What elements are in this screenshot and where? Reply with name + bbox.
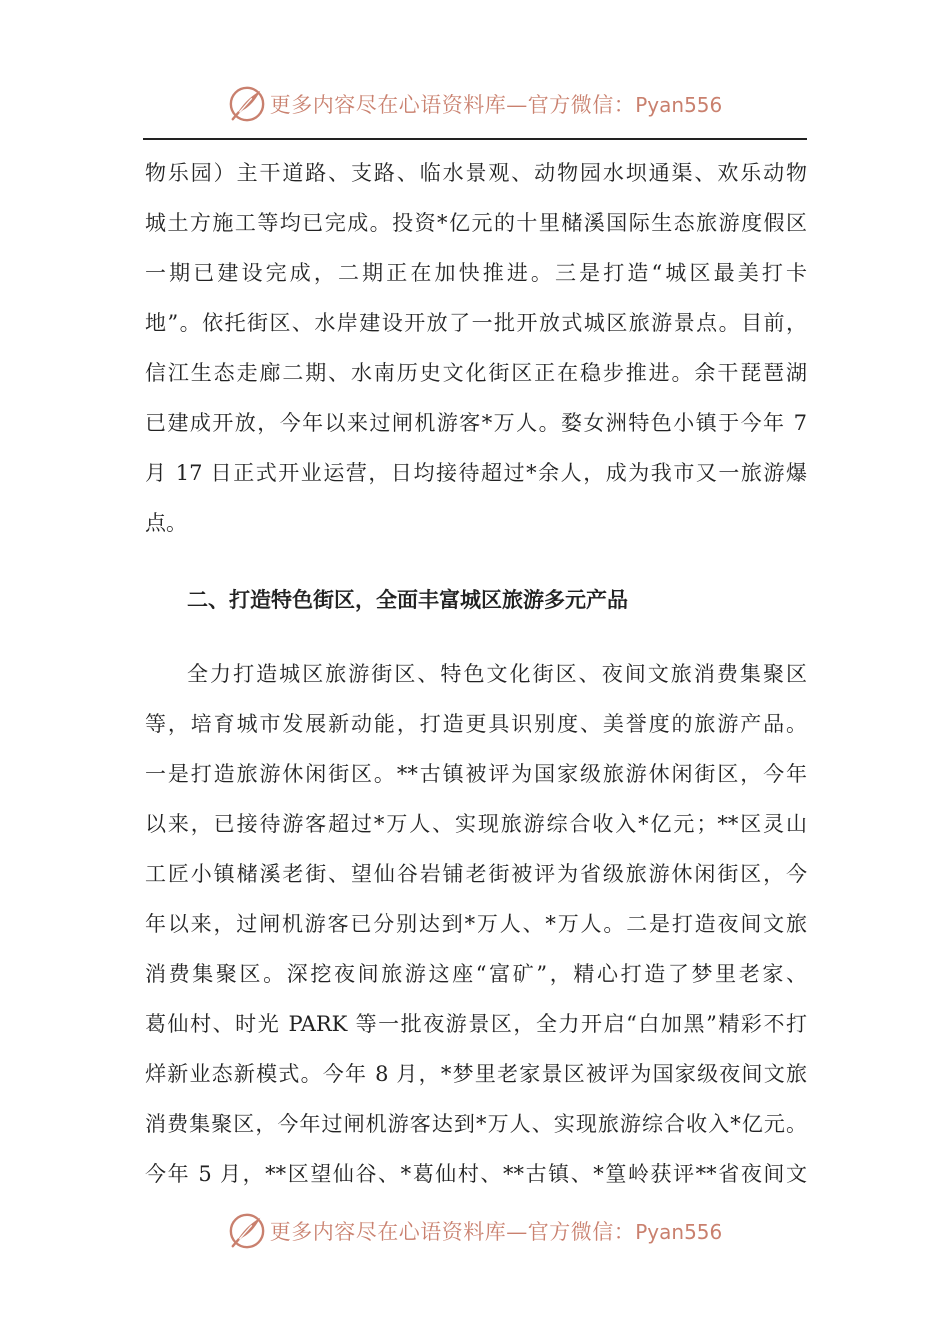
banner-wechat-id: Pyan556 bbox=[635, 1220, 723, 1244]
text-line: 以来，已接待游客超过*万人、实现旅游综合收入*亿元；**区灵山 bbox=[145, 812, 807, 836]
text-line: 物乐园）主干道路、支路、临水景观、动物园水坝通渠、欢乐动物 bbox=[145, 161, 807, 185]
text-line: 已建成开放，今年以来过闸机游客*万人。婺女洲特色小镇于今年 7 bbox=[145, 411, 807, 435]
header-divider bbox=[143, 138, 807, 140]
text-line: 消费集聚区。深挖夜间旅游这座“富矿”，精心打造了梦里老家、 bbox=[145, 962, 807, 986]
text-line: 信江生态走廊二期、水南历史文化街区正在稳步推进。余干琵琶湖 bbox=[145, 361, 807, 385]
text-line: 全力打造城区旅游街区、特色文化街区、夜间文旅消费集聚区 bbox=[187, 662, 807, 686]
text-line: 一期已建设完成，二期正在加快推进。三是打造“城区最美打卡 bbox=[145, 261, 807, 285]
banner-prefix: 更多内容尽在心语资料库—官方微信： bbox=[269, 93, 636, 117]
header-banner bbox=[0, 80, 950, 128]
document-body bbox=[145, 148, 807, 1199]
text-line: 点。 bbox=[145, 511, 187, 535]
feather-pen-logo-icon bbox=[228, 85, 266, 123]
banner-prefix: 更多内容尽在心语资料库—官方微信： bbox=[269, 1220, 636, 1244]
text-line: 葛仙村、时光 PARK 等一批夜游景区，全力开启“白加黑”精彩不打 bbox=[145, 1012, 807, 1036]
text-line: 地”。依托街区、水岸建设开放了一批开放式城区旅游景点。目前， bbox=[145, 311, 807, 335]
text-line: 城土方施工等均已完成。投资*亿元的十里槠溪国际生态旅游度假区 bbox=[145, 211, 807, 235]
footer-banner bbox=[0, 1207, 950, 1255]
text-line: 烊新业态新模式。今年 8 月，*梦里老家景区被评为国家级夜间文旅 bbox=[145, 1062, 807, 1086]
text-line: 月 17 日正式开业运营，日均接待超过*余人，成为我市又一旅游爆 bbox=[145, 461, 807, 485]
text-line: 一是打造旅游休闲街区。**古镇被评为国家级旅游休闲街区，今年 bbox=[145, 762, 807, 786]
banner-text bbox=[270, 89, 723, 119]
paragraph-2 bbox=[145, 649, 807, 1199]
feather-pen-logo-icon bbox=[228, 1212, 266, 1250]
paragraph-1 bbox=[145, 148, 807, 548]
banner-wechat-id: Pyan556 bbox=[635, 93, 723, 117]
text-line: 年以来，过闸机游客已分别达到*万人、*万人。二是打造夜间文旅 bbox=[145, 912, 807, 936]
section-heading: 二、打造特色街区，全面丰富城区旅游多元产品 bbox=[187, 587, 628, 612]
text-line: 工匠小镇槠溪老街、望仙谷岩铺老街被评为省级旅游休闲街区，今 bbox=[145, 862, 807, 886]
text-line: 今年 5 月，**区望仙谷、*葛仙村、**古镇、*篁岭获评**省夜间文 bbox=[145, 1162, 807, 1186]
text-line: 消费集聚区，今年过闸机游客达到*万人、实现旅游综合收入*亿元。 bbox=[145, 1112, 807, 1136]
text-line: 等，培育城市发展新动能，打造更具识别度、美誉度的旅游产品。 bbox=[145, 712, 807, 736]
banner-text bbox=[270, 1216, 723, 1246]
